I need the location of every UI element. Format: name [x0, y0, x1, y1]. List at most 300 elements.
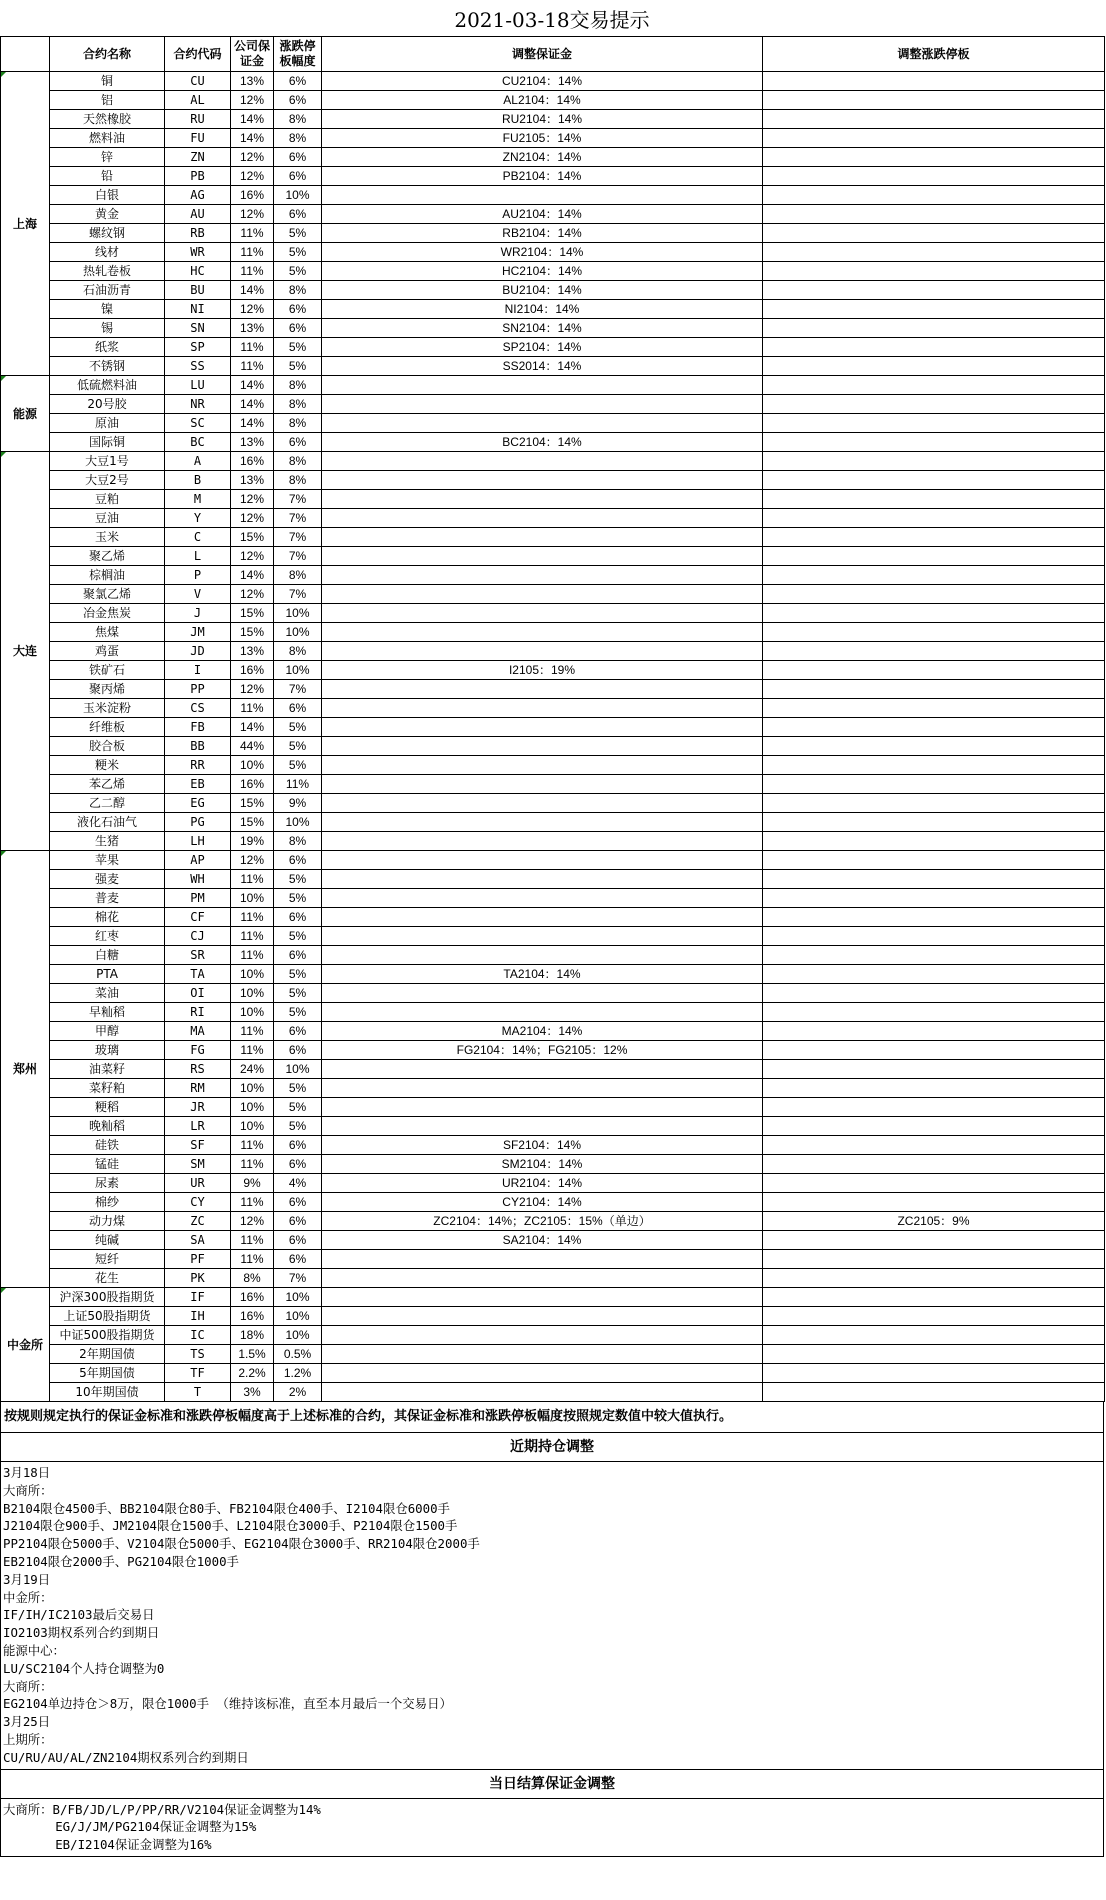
contract-code-cell: CS — [165, 699, 231, 718]
contract-code-cell: AL — [165, 91, 231, 110]
table-row — [1, 395, 1105, 414]
company-margin-cell: 2.2% — [231, 1364, 274, 1383]
contract-name-cell: 玉米 — [50, 528, 165, 547]
company-margin-cell: 3% — [231, 1383, 274, 1402]
adjusted-margin-cell: SS2014：14% — [322, 357, 763, 376]
contract-code-cell: OI — [165, 984, 231, 1003]
adjusted-limit-cell — [763, 224, 1105, 243]
adjusted-margin-cell — [322, 452, 763, 471]
contract-code-cell: UR — [165, 1174, 231, 1193]
table-row — [1, 965, 1105, 984]
company-margin-cell: 14% — [231, 281, 274, 300]
table-row — [1, 471, 1105, 490]
margin-table — [0, 36, 1105, 1402]
contract-name-cell: 纯碱 — [50, 1231, 165, 1250]
table-row — [1, 224, 1105, 243]
adjusted-margin-cell — [322, 186, 763, 205]
adjusted-margin-cell — [322, 1326, 763, 1345]
contract-name-cell: 不锈钢 — [50, 357, 165, 376]
contract-code-cell: CU — [165, 72, 231, 91]
company-margin-cell: 10% — [231, 756, 274, 775]
contract-name-cell: 铜 — [50, 72, 165, 91]
contract-code-cell: SF — [165, 1136, 231, 1155]
price-limit-cell: 6% — [274, 1022, 322, 1041]
table-row — [1, 1041, 1105, 1060]
adjusted-margin-cell: RU2104：14% — [322, 110, 763, 129]
price-limit-cell: 6% — [274, 1231, 322, 1250]
contract-name-cell: 线材 — [50, 243, 165, 262]
company-margin-cell: 14% — [231, 566, 274, 585]
adjusted-limit-cell — [763, 1193, 1105, 1212]
company-margin-cell: 44% — [231, 737, 274, 756]
adjusted-limit-cell — [763, 870, 1105, 889]
company-margin-cell: 10% — [231, 984, 274, 1003]
price-limit-cell: 5% — [274, 927, 322, 946]
contract-name-cell: 铁矿石 — [50, 661, 165, 680]
company-margin-cell: 16% — [231, 1307, 274, 1326]
text-line: PP2104限仓5000手、V2104限仓5000手、EG2104限仓3000手、RR2104限仓2000手 — [3, 1536, 480, 1552]
table-row — [1, 1117, 1105, 1136]
adjusted-limit-cell — [763, 927, 1105, 946]
contract-name-cell: 棕榈油 — [50, 566, 165, 585]
adjusted-limit-cell — [763, 414, 1105, 433]
table-row — [1, 110, 1105, 129]
company-margin-cell: 12% — [231, 585, 274, 604]
price-limit-cell: 6% — [274, 851, 322, 870]
company-margin-cell: 10% — [231, 1003, 274, 1022]
adjusted-margin-cell — [322, 718, 763, 737]
adjusted-margin-cell: SP2104：14% — [322, 338, 763, 357]
contract-code-cell: LU — [165, 376, 231, 395]
adjusted-margin-cell — [322, 908, 763, 927]
table-row — [1, 186, 1105, 205]
contract-code-cell: RM — [165, 1079, 231, 1098]
adjusted-margin-cell: FG2104：14%；FG2105：12% — [322, 1041, 763, 1060]
adjusted-limit-cell — [763, 528, 1105, 547]
table-row — [1, 243, 1105, 262]
text-line: 3月25日 — [3, 1714, 51, 1730]
adjusted-limit-cell — [763, 509, 1105, 528]
contract-code-cell: RS — [165, 1060, 231, 1079]
price-limit-cell: 6% — [274, 167, 322, 186]
adjusted-margin-cell — [322, 699, 763, 718]
contract-name-cell: 普麦 — [50, 889, 165, 908]
text-line: IO2103期权系列合约到期日 — [3, 1625, 160, 1641]
adjusted-limit-cell — [763, 167, 1105, 186]
contract-name-cell: 纸浆 — [50, 338, 165, 357]
table-row — [1, 547, 1105, 566]
company-margin-cell: 11% — [231, 870, 274, 889]
contract-code-cell: PB — [165, 167, 231, 186]
adjusted-limit-cell — [763, 642, 1105, 661]
company-margin-cell: 11% — [231, 1155, 274, 1174]
table-row — [1, 338, 1105, 357]
adjusted-margin-cell: AU2104：14% — [322, 205, 763, 224]
adjusted-margin-cell — [322, 1269, 763, 1288]
text-line: EG2104单边持仓＞8万，限仓1000手 （维持该标准，直至本月最后一个交易日） — [3, 1696, 452, 1712]
company-margin-cell: 11% — [231, 262, 274, 281]
adjusted-margin-cell: WR2104：14% — [322, 243, 763, 262]
adjusted-margin-cell: CU2104：14% — [322, 72, 763, 91]
table-row — [1, 813, 1105, 832]
adjusted-limit-cell — [763, 1098, 1105, 1117]
contract-name-cell: 胶合板 — [50, 737, 165, 756]
contract-code-cell: SN — [165, 319, 231, 338]
adjusted-limit-cell — [763, 1345, 1105, 1364]
contract-code-cell: SC — [165, 414, 231, 433]
adjusted-margin-cell — [322, 642, 763, 661]
price-limit-cell: 7% — [274, 547, 322, 566]
adjusted-limit-cell — [763, 661, 1105, 680]
contract-code-cell: J — [165, 604, 231, 623]
company-margin-cell: 12% — [231, 1212, 274, 1231]
contract-code-cell: EG — [165, 794, 231, 813]
price-limit-cell: 5% — [274, 338, 322, 357]
adjusted-limit-cell — [763, 1041, 1105, 1060]
adjusted-margin-cell — [322, 813, 763, 832]
company-margin-cell: 11% — [231, 927, 274, 946]
adjusted-limit-cell — [763, 1155, 1105, 1174]
contract-code-cell: BU — [165, 281, 231, 300]
table-row — [1, 1060, 1105, 1079]
contract-code-cell: AP — [165, 851, 231, 870]
adjusted-limit-cell — [763, 338, 1105, 357]
company-margin-cell: 19% — [231, 832, 274, 851]
exchange-cell: 中金所 — [1, 1288, 50, 1402]
company-margin-cell: 10% — [231, 1098, 274, 1117]
adjusted-margin-cell — [322, 1307, 763, 1326]
price-limit-cell: 8% — [274, 281, 322, 300]
contract-code-cell: EB — [165, 775, 231, 794]
contract-name-cell: 鸡蛋 — [50, 642, 165, 661]
contract-code-cell: CF — [165, 908, 231, 927]
contract-code-cell: LH — [165, 832, 231, 851]
header-company-margin: 公司保证金 — [231, 37, 274, 72]
table-row — [1, 1212, 1105, 1231]
price-limit-cell: 10% — [274, 1307, 322, 1326]
company-margin-cell: 11% — [231, 1231, 274, 1250]
table-row — [1, 889, 1105, 908]
contract-name-cell: 玉米淀粉 — [50, 699, 165, 718]
adjusted-limit-cell — [763, 1003, 1105, 1022]
contract-name-cell: 大豆1号 — [50, 452, 165, 471]
adjusted-limit-cell — [763, 319, 1105, 338]
contract-name-cell: 聚丙烯 — [50, 680, 165, 699]
adjusted-margin-cell: TA2104：14% — [322, 965, 763, 984]
contract-name-cell: 锰硅 — [50, 1155, 165, 1174]
table-row — [1, 148, 1105, 167]
contract-code-cell: CJ — [165, 927, 231, 946]
contract-code-cell: A — [165, 452, 231, 471]
adjusted-margin-cell — [322, 623, 763, 642]
contract-name-cell: 红枣 — [50, 927, 165, 946]
price-limit-cell: 8% — [274, 395, 322, 414]
company-margin-cell: 11% — [231, 1193, 274, 1212]
rule-note: 按规则规定执行的保证金标准和涨跌停板幅度高于上述标准的合约，其保证金标准和涨跌停板幅度按照规定数值中较大值执行。 — [0, 1402, 1104, 1433]
adjusted-margin-cell — [322, 1345, 763, 1364]
header-exchange — [1, 37, 50, 72]
contract-code-cell: PM — [165, 889, 231, 908]
adjusted-limit-cell — [763, 490, 1105, 509]
table-row — [1, 756, 1105, 775]
company-margin-cell: 11% — [231, 1250, 274, 1269]
adjusted-limit-cell — [763, 1364, 1105, 1383]
price-limit-cell: 7% — [274, 1269, 322, 1288]
adjusted-margin-cell — [322, 585, 763, 604]
price-limit-cell: 6% — [274, 148, 322, 167]
adjusted-margin-cell — [322, 984, 763, 1003]
adjusted-limit-cell — [763, 281, 1105, 300]
adjusted-limit-cell — [763, 1326, 1105, 1345]
adjusted-limit-cell — [763, 832, 1105, 851]
company-margin-cell: 12% — [231, 167, 274, 186]
contract-name-cell: 低硫燃料油 — [50, 376, 165, 395]
contract-name-cell: 沪深300股指期货 — [50, 1288, 165, 1307]
contract-name-cell: 镍 — [50, 300, 165, 319]
adjusted-margin-cell: ZN2104：14% — [322, 148, 763, 167]
price-limit-cell: 8% — [274, 642, 322, 661]
table-row — [1, 414, 1105, 433]
table-row — [1, 1136, 1105, 1155]
price-limit-cell: 8% — [274, 110, 322, 129]
adjusted-limit-cell — [763, 262, 1105, 281]
contract-name-cell: 上证50股指期货 — [50, 1307, 165, 1326]
price-limit-cell: 6% — [274, 1212, 322, 1231]
adjusted-margin-cell — [322, 1117, 763, 1136]
table-row — [1, 718, 1105, 737]
contract-name-cell: 热轧卷板 — [50, 262, 165, 281]
price-limit-cell: 10% — [274, 1060, 322, 1079]
table-row — [1, 262, 1105, 281]
contract-name-cell: 粳稻 — [50, 1098, 165, 1117]
adjusted-margin-cell: SA2104：14% — [322, 1231, 763, 1250]
company-margin-cell: 12% — [231, 300, 274, 319]
adjusted-limit-cell — [763, 699, 1105, 718]
adjusted-margin-cell — [322, 547, 763, 566]
adjusted-margin-cell — [322, 794, 763, 813]
price-limit-cell: 5% — [274, 737, 322, 756]
contract-name-cell: 尿素 — [50, 1174, 165, 1193]
adjusted-limit-cell — [763, 1250, 1105, 1269]
header-contract-name: 合约名称 — [50, 37, 165, 72]
price-limit-cell: 5% — [274, 1003, 322, 1022]
company-margin-cell: 12% — [231, 509, 274, 528]
contract-name-cell: 动力煤 — [50, 1212, 165, 1231]
table-row — [1, 642, 1105, 661]
contract-name-cell: 甲醇 — [50, 1022, 165, 1041]
contract-name-cell: 乙二醇 — [50, 794, 165, 813]
adjusted-margin-cell — [322, 471, 763, 490]
adjusted-margin-cell — [322, 737, 763, 756]
table-row — [1, 1326, 1105, 1345]
text-line: 大商所： — [3, 1482, 53, 1498]
contract-name-cell: 20号胶 — [50, 395, 165, 414]
company-margin-cell: 8% — [231, 1269, 274, 1288]
text-line: LU/SC2104个人持仓调整为0 — [3, 1660, 165, 1676]
table-row — [1, 604, 1105, 623]
text-line: CU/RU/AU/AL/ZN2104期权系列合约到期日 — [3, 1749, 249, 1765]
table-row — [1, 1288, 1105, 1307]
price-limit-cell: 9% — [274, 794, 322, 813]
company-margin-cell: 15% — [231, 604, 274, 623]
company-margin-cell: 18% — [231, 1326, 274, 1345]
adjusted-margin-cell: BU2104：14% — [322, 281, 763, 300]
text-line: 大商所： — [3, 1678, 53, 1694]
contract-code-cell: P — [165, 566, 231, 585]
contract-name-cell: 粳米 — [50, 756, 165, 775]
price-limit-cell: 10% — [274, 661, 322, 680]
contract-code-cell: BC — [165, 433, 231, 452]
company-margin-cell: 16% — [231, 452, 274, 471]
contract-name-cell: 国际铜 — [50, 433, 165, 452]
adjusted-limit-cell — [763, 452, 1105, 471]
contract-code-cell: HC — [165, 262, 231, 281]
contract-name-cell: 黄金 — [50, 205, 165, 224]
price-limit-cell: 8% — [274, 414, 322, 433]
text-line: 上期所： — [3, 1731, 53, 1747]
contract-code-cell: JD — [165, 642, 231, 661]
company-margin-cell: 11% — [231, 699, 274, 718]
price-limit-cell: 6% — [274, 1155, 322, 1174]
contract-code-cell: FG — [165, 1041, 231, 1060]
contract-code-cell: SP — [165, 338, 231, 357]
price-limit-cell: 10% — [274, 604, 322, 623]
contract-code-cell: FB — [165, 718, 231, 737]
contract-name-cell: 晚籼稻 — [50, 1117, 165, 1136]
contract-name-cell: 苯乙烯 — [50, 775, 165, 794]
company-margin-cell: 15% — [231, 794, 274, 813]
company-margin-cell: 13% — [231, 72, 274, 91]
adjusted-limit-cell — [763, 1307, 1105, 1326]
table-row — [1, 1155, 1105, 1174]
contract-code-cell: PP — [165, 680, 231, 699]
price-limit-cell: 0.5% — [274, 1345, 322, 1364]
company-margin-cell: 24% — [231, 1060, 274, 1079]
adjusted-limit-cell — [763, 623, 1105, 642]
adjusted-margin-cell — [322, 1383, 763, 1402]
table-row — [1, 528, 1105, 547]
adjusted-limit-cell — [763, 984, 1105, 1003]
table-row — [1, 1193, 1105, 1212]
adjusted-limit-cell — [763, 547, 1105, 566]
table-row — [1, 1174, 1105, 1193]
adjusted-limit-cell — [763, 91, 1105, 110]
contract-name-cell: 5年期国债 — [50, 1364, 165, 1383]
table-row — [1, 1098, 1105, 1117]
adjusted-margin-cell: SM2104：14% — [322, 1155, 763, 1174]
table-row — [1, 1003, 1105, 1022]
price-limit-cell: 7% — [274, 490, 322, 509]
price-limit-cell: 8% — [274, 376, 322, 395]
adjusted-margin-cell: UR2104：14% — [322, 1174, 763, 1193]
price-limit-cell: 2% — [274, 1383, 322, 1402]
price-limit-cell: 5% — [274, 965, 322, 984]
contract-name-cell: 铝 — [50, 91, 165, 110]
price-limit-cell: 5% — [274, 756, 322, 775]
contract-code-cell: BB — [165, 737, 231, 756]
adjusted-margin-cell: HC2104：14% — [322, 262, 763, 281]
price-limit-cell: 6% — [274, 908, 322, 927]
table-row — [1, 623, 1105, 642]
contract-name-cell: 焦煤 — [50, 623, 165, 642]
contract-code-cell: RB — [165, 224, 231, 243]
contract-code-cell: RU — [165, 110, 231, 129]
adjusted-limit-cell — [763, 718, 1105, 737]
page-title: 2021-03-18交易提示 — [454, 8, 650, 32]
price-limit-cell: 4% — [274, 1174, 322, 1193]
adjusted-limit-cell — [763, 300, 1105, 319]
company-margin-cell: 13% — [231, 433, 274, 452]
company-margin-cell: 16% — [231, 661, 274, 680]
contract-name-cell: 早籼稻 — [50, 1003, 165, 1022]
contract-code-cell: LR — [165, 1117, 231, 1136]
adjusted-limit-cell — [763, 72, 1105, 91]
contract-name-cell: 2年期国债 — [50, 1345, 165, 1364]
table-row — [1, 908, 1105, 927]
adjusted-margin-cell: BC2104：14% — [322, 433, 763, 452]
price-limit-cell: 10% — [274, 1326, 322, 1345]
contract-code-cell: TS — [165, 1345, 231, 1364]
header-adjusted-limit: 调整涨跌停板 — [763, 37, 1105, 72]
contract-code-cell: ZN — [165, 148, 231, 167]
table-row — [1, 984, 1105, 1003]
contract-name-cell: 短纤 — [50, 1250, 165, 1269]
company-margin-cell: 10% — [231, 1079, 274, 1098]
adjusted-margin-cell: SF2104：14% — [322, 1136, 763, 1155]
contract-name-cell: 菜籽粕 — [50, 1079, 165, 1098]
company-margin-cell: 12% — [231, 490, 274, 509]
company-margin-cell: 10% — [231, 965, 274, 984]
exchange-cell: 能源 — [1, 376, 50, 452]
price-limit-cell: 7% — [274, 509, 322, 528]
company-margin-cell: 11% — [231, 338, 274, 357]
contract-code-cell: T — [165, 1383, 231, 1402]
contract-name-cell: 10年期国债 — [50, 1383, 165, 1402]
company-margin-cell: 11% — [231, 224, 274, 243]
table-row — [1, 91, 1105, 110]
contract-name-cell: 豆粕 — [50, 490, 165, 509]
adjusted-margin-cell: AL2104：14% — [322, 91, 763, 110]
contract-name-cell: 石油沥青 — [50, 281, 165, 300]
company-margin-cell: 11% — [231, 1136, 274, 1155]
company-margin-cell: 14% — [231, 718, 274, 737]
price-limit-cell: 5% — [274, 357, 322, 376]
price-limit-cell: 5% — [274, 243, 322, 262]
adjusted-limit-cell — [763, 908, 1105, 927]
contract-code-cell: WR — [165, 243, 231, 262]
company-margin-cell: 10% — [231, 889, 274, 908]
contract-name-cell: 聚氯乙烯 — [50, 585, 165, 604]
company-margin-cell: 1.5% — [231, 1345, 274, 1364]
table-row — [1, 775, 1105, 794]
adjusted-limit-cell — [763, 376, 1105, 395]
table-row — [1, 490, 1105, 509]
table-row — [1, 832, 1105, 851]
adjusted-limit-cell — [763, 433, 1105, 452]
text-line: 中金所： — [3, 1589, 53, 1605]
adjusted-margin-cell — [322, 832, 763, 851]
contract-name-cell: 花生 — [50, 1269, 165, 1288]
company-margin-cell: 13% — [231, 642, 274, 661]
adjusted-margin-cell — [322, 414, 763, 433]
price-limit-cell: 6% — [274, 300, 322, 319]
adjusted-limit-cell — [763, 946, 1105, 965]
price-limit-cell: 8% — [274, 452, 322, 471]
table-row — [1, 376, 1105, 395]
header-price-limit: 涨跌停板幅度 — [274, 37, 322, 72]
adjusted-limit-cell — [763, 1383, 1105, 1402]
contract-name-cell: 螺纹钢 — [50, 224, 165, 243]
